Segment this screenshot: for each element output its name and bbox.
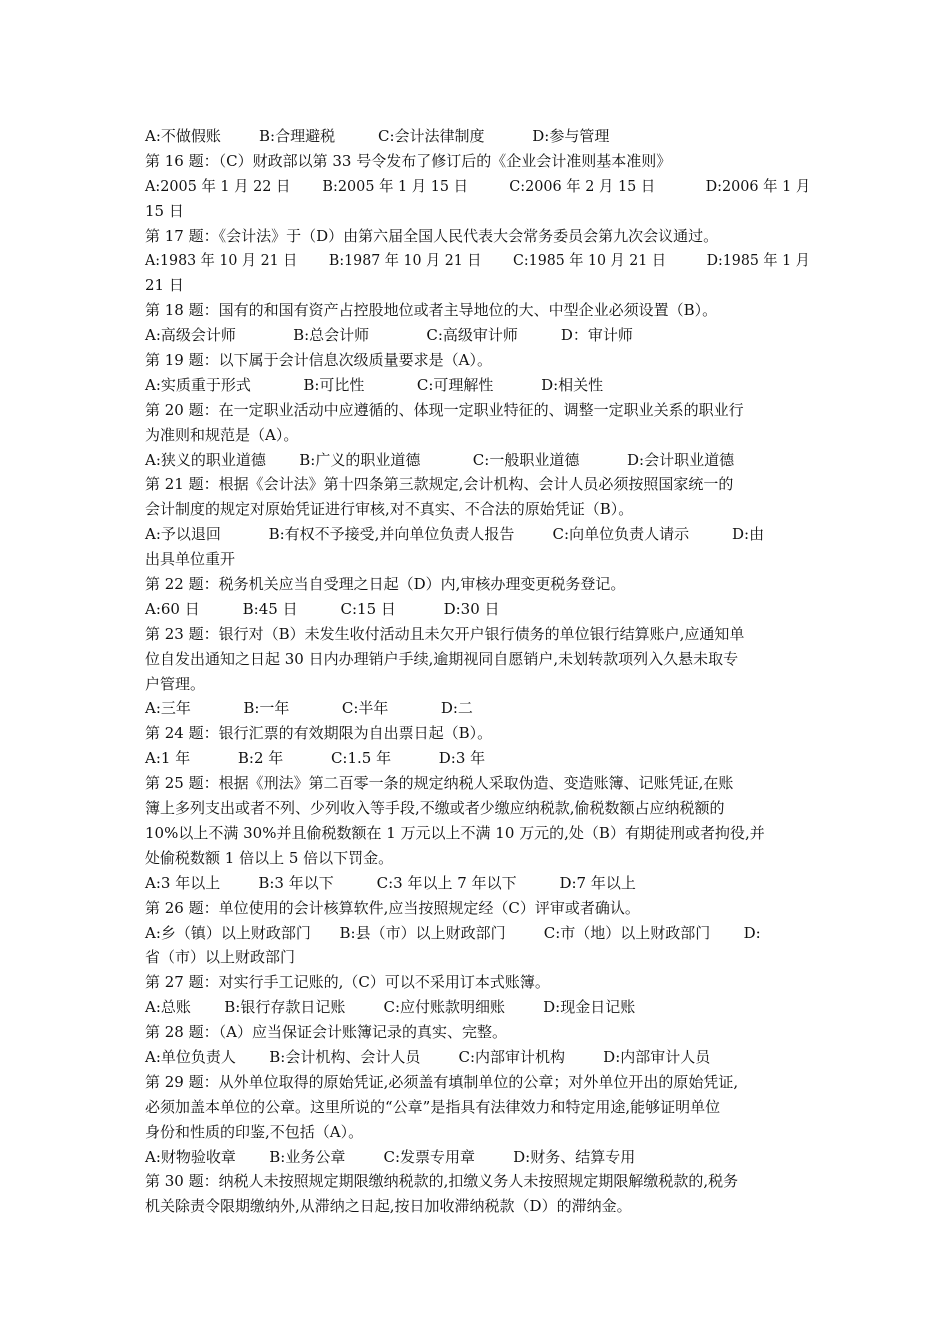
document-body — [145, 124, 810, 1219]
text-line: A:单位负责人 B:会计机构、会计人员 C:内部审计机构 D:内部审计人员 — [145, 1047, 711, 1066]
text-line: A:高级会计师 B:总会计师 C:高级审计师 D：审计师 — [145, 326, 633, 345]
text-line: 机关除责令限期缴纳外,从滞纳之日起,按日加收滞纳税款（D）的滞纳金。 — [145, 1197, 632, 1216]
text-line: 为准则和规范是（A）。 — [145, 425, 299, 444]
question-22: 第 22 题：税务机关应当自受理之日起（D）内,审核办理变更税务登记。 — [145, 575, 626, 594]
text-line: 簿上多列支出或者不列、少列收入等手段,不缴或者少缴应纳税款,偷税数额占应纳税额的 — [145, 799, 725, 818]
text-line: 省（市）以上财政部门 — [145, 948, 296, 967]
text-line: 位自发出通知之日起 30 日内办理销户手续,逾期视同自愿销户,未划转款项列入久悬未取专 — [145, 649, 739, 668]
text-line: A:1 年 B:2 年 C:1.5 年 D:3 年 — [145, 749, 486, 768]
question-21: 第 21 题：根据《会计法》第十四条第三款规定,会计机构、会计人员必须按照国家统一的 — [145, 475, 734, 494]
text-line: A:3 年以上 B:3 年以下 C:3 年以上 7 年以下 D:7 年以上 — [145, 873, 636, 892]
text-line: A:乡（镇）以上财政部门 B:县（市）以上财政部门 C:市（地）以上财政部门 D: — [145, 923, 761, 942]
question-25: 第 25 题：根据《刑法》第二百零一条的规定纳税人采取伪造、变造账簿、记账凭证,在账 — [145, 774, 734, 793]
text-line: A:不做假账 B:合理避税 C:会计法律制度 D:参与管理 — [145, 127, 610, 145]
text-line: 身份和性质的印鉴,不包括（A）。 — [145, 1122, 364, 1141]
text-line: A:实质重于形式 B:可比性 C:可理解性 D:相关性 — [145, 375, 604, 394]
question-23: 第 23 题：银行对（B）未发生收付活动且未欠开户银行债务的单位银行结算账户,应通知单 — [145, 624, 745, 643]
text-line: 必须加盖本单位的公章。这里所说的“公章”是指具有法律效力和特定用途,能够证明单位 — [145, 1097, 721, 1116]
text-line: 户管理。 — [145, 674, 206, 693]
question-20: 第 20 题：在一定职业活动中应遵循的、体现一定职业特征的、调整一定职业关系的职业行 — [145, 400, 744, 419]
question-16: 第 16 题：（C）财政部以第 33 号令发布了修订后的《企业会计准则基本准则》 — [145, 151, 672, 170]
text-line: A:三年 B:一年 C:半年 D:二 — [145, 699, 473, 718]
question-30: 第 30 题：纳税人未按照规定期限缴纳税款的,扣缴义务人未按照规定期限解缴税款的,税务 — [145, 1172, 739, 1191]
question-19: 第 19 题：以下属于会计信息次级质量要求是（A）。 — [145, 351, 492, 370]
question-29: 第 29 题：从外单位取得的原始凭证,必须盖有填制单位的公章；对外单位开出的原始凭证, — [145, 1072, 739, 1091]
question-26: 第 26 题：单位使用的会计核算软件,应当按照规定经（C）评审或者确认。 — [145, 898, 640, 917]
text-line: A:财物验收章 B:业务公章 C:发票专用章 D:财务、结算专用 — [145, 1147, 636, 1166]
question-28: 第 28 题：（A）应当保证会计账簿记录的真实、完整。 — [145, 1023, 507, 1042]
question-18: 第 18 题：国有的和国有资产占控股地位或者主导地位的大、中型企业必须设置（B）。 — [145, 301, 718, 320]
text-line: 10%以上不满 30%并且偷税数额在 1 万元以上不满 10 万元的,处（B）有期徒刑或者拘役,并 — [145, 823, 765, 842]
question-17: 第 17 题：《会计法》于（D）由第六届全国人民代表大会常务委员会第九次会议通过。 — [145, 226, 719, 245]
text-line: A:1983 年 10 月 21 日 B:1987 年 10 月 21 日 C:1985 年 10 月 21 日 D:1985 年 1 月 — [145, 251, 810, 270]
question-24: 第 24 题：银行汇票的有效期限为自出票日起（B）。 — [145, 724, 493, 743]
text-line: A:予以退回 B:有权不予接受,并向单位负责人报告 C:向单位负责人请示 D:由 — [145, 525, 765, 544]
text-line: A:2005 年 1 月 22 日 B:2005 年 1 月 15 日 C:2006 年 2 月 15 日 D:2006 年 1 月 — [145, 176, 811, 195]
text-line: 会计制度的规定对原始凭证进行审核,对不真实、不合法的原始凭证（B）。 — [145, 500, 634, 519]
text-line: A:总账 B:银行存款日记账 C:应付账款明细账 D:现金日记账 — [145, 998, 636, 1017]
text-line: 21 日 — [145, 276, 184, 295]
text-line: A:狭义的职业道德 B:广义的职业道德 C:一般职业道德 D:会计职业道德 — [145, 450, 735, 469]
question-27: 第 27 题：对实行手工记账的,（C）可以不采用订本式账簿。 — [145, 973, 550, 992]
text-line: 处偷税数额 1 倍以上 5 倍以下罚金。 — [145, 848, 394, 867]
text-line: 15 日 — [145, 201, 184, 220]
text-line: 出具单位重开 — [145, 550, 236, 569]
text-line: A:60 日 B:45 日 C:15 日 D:30 日 — [145, 599, 500, 618]
